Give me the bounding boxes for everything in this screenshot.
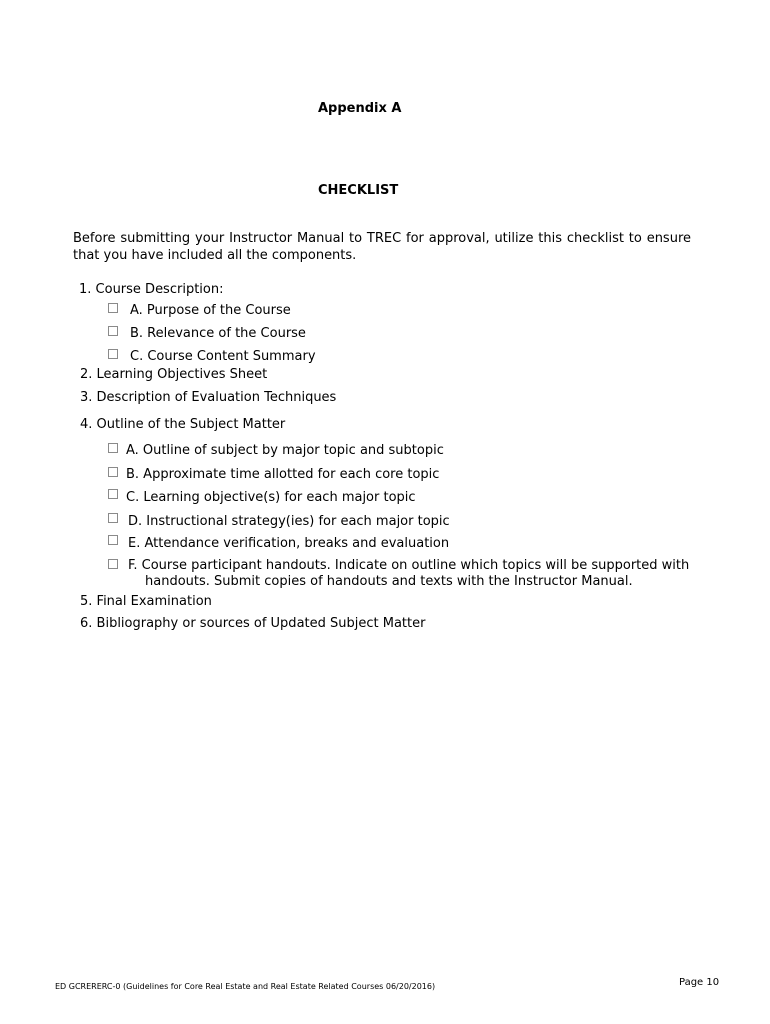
checkbox-handouts[interactable] [108, 559, 118, 569]
checkbox-attendance[interactable] [108, 535, 118, 545]
appendix-heading: Appendix A [318, 101, 402, 116]
page-number: Page 10 [679, 977, 720, 988]
item-attendance: E. Attendance verification, breaks and evaluation [128, 536, 450, 551]
item-approximate-time: B. Approximate time allotted for each core topic [126, 467, 440, 482]
item-evaluation-techniques: 3. Description of Evaluation Techniques [80, 390, 337, 405]
footer-document-id: ED GCRERERC-0 (Guidelines for Core Real Estate and Real Estate Related Courses 06/20/2016) [55, 982, 436, 991]
item-outline-subject-matter: 4. Outline of the Subject Matter [80, 417, 286, 432]
item-final-examination: 5. Final Examination [80, 594, 212, 609]
item-bibliography: 6. Bibliography or sources of Updated Subject Matter [80, 616, 426, 631]
checkbox-learning-objective[interactable] [108, 489, 118, 499]
item-handouts [128, 558, 691, 590]
item-course-description: 1. Course Description: [79, 282, 224, 297]
item-handouts-line2: handouts. Submit copies of handouts and texts with the Instructor Manual. [145, 574, 633, 589]
checkbox-content-summary[interactable] [108, 349, 118, 359]
checklist-title: CHECKLIST [318, 183, 399, 198]
checkbox-relevance[interactable] [108, 326, 118, 336]
checkbox-purpose[interactable] [108, 303, 118, 313]
item-outline-topic: A. Outline of subject by major topic and subtopic [126, 443, 444, 458]
checkbox-approximate-time[interactable] [108, 467, 118, 477]
item-instructional-strategy: D. Instructional strategy(ies) for each major topic [128, 514, 450, 529]
item-relevance: B. Relevance of the Course [130, 326, 306, 341]
item-purpose: A. Purpose of the Course [130, 303, 291, 318]
item-content-summary: C. Course Content Summary [130, 349, 316, 364]
item-learning-objectives: 2. Learning Objectives Sheet [80, 367, 268, 382]
item-learning-objective: C. Learning objective(s) for each major topic [126, 490, 416, 505]
item-handouts-line1: F. Course participant handouts. Indicate on outline which topics will be supported with [128, 558, 690, 573]
checkbox-instructional-strategy[interactable] [108, 513, 118, 523]
intro-paragraph: Before submitting your Instructor Manual to TREC for approval, utilize this checklist to ensure that you have included all the components. [73, 231, 691, 263]
checkbox-outline-topic[interactable] [108, 443, 118, 453]
